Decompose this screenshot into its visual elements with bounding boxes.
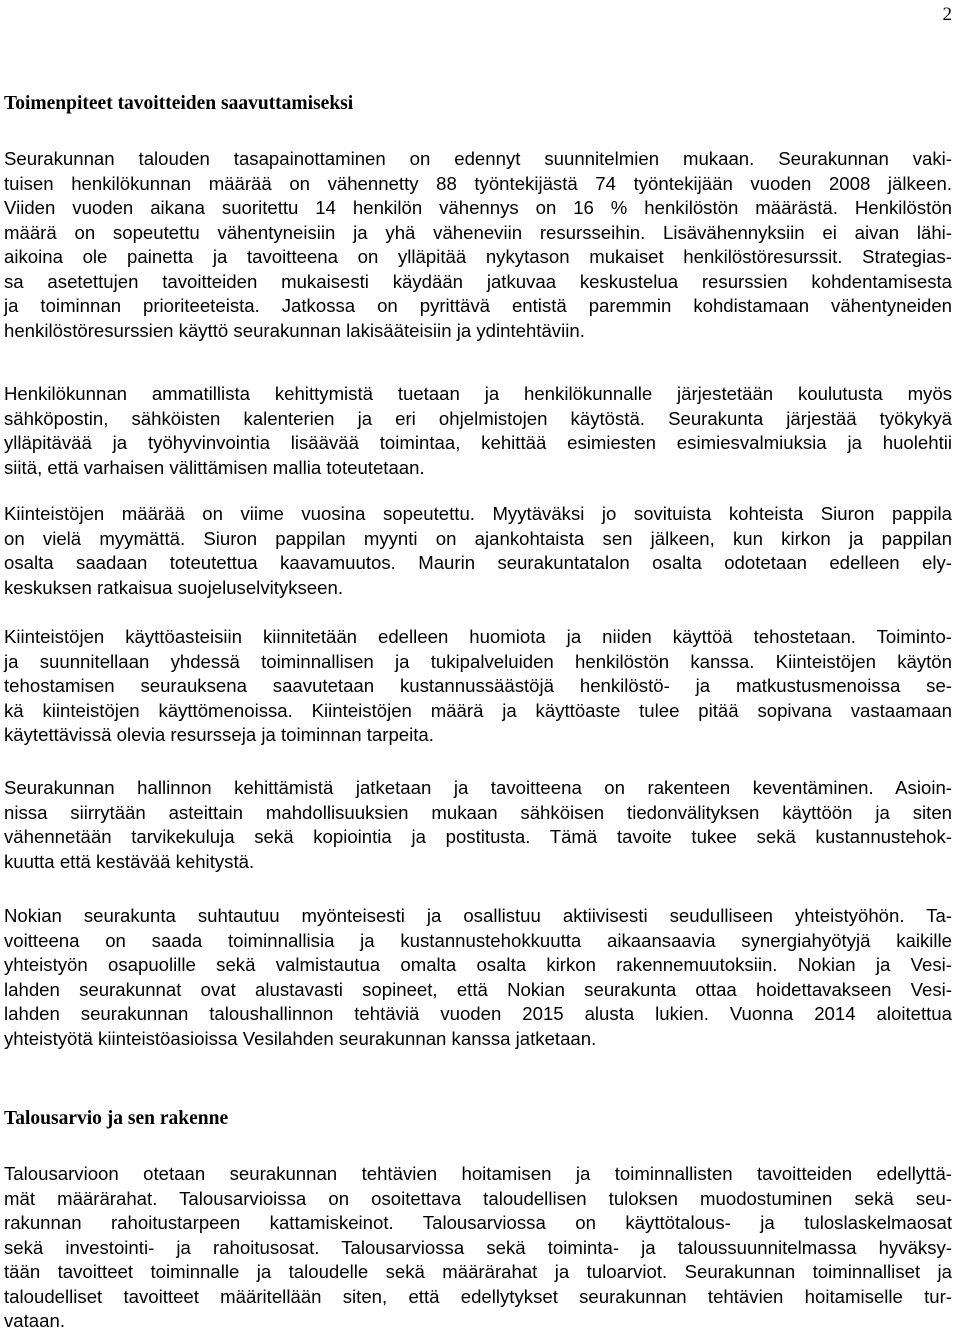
paragraph-line: käytettävissä olevia resursseja ja toiminnan tarpeita. (4, 724, 434, 745)
paragraph-line: Seurakunnan talouden tasapainottaminen on edennyt suunnitelmien mukaan. Seurakunnan vaki- (4, 148, 952, 169)
paragraph-line: rakunnan rahoitustarpeen kattamiskeinot. Talousarviossa on käyttötalous- ja tuloslaskelmaosat (4, 1212, 952, 1233)
paragraph-line: kä kiinteistöjen käyttömenoissa. Kiinteistöjen määrä ja käyttöaste tulee pitää sopivana vastaamaan (4, 699, 952, 721)
paragraph-line: aikoina ole painetta ja tavoitteena on ylläpitää nykytason mukaiset henkilöstöresurssit. Strategias- (4, 246, 952, 267)
paragraph-line: Viiden vuoden aikana suoritettu 14 henkilön vähennys on 16 % henkilöstön määrästä. Henkilöstön (4, 197, 952, 218)
section-heading: Talousarvio ja sen rakenne (4, 1108, 229, 1129)
paragraph-line: ylläpitävää ja työhyvinvointia lisäävää toimintaa, kehittää esimiesten esimiesvalmiuksia ja huolehtii (4, 432, 952, 453)
paragraph-line: tuisen henkilökunnan määrää on vähennetty 88 työntekijästä 74 työntekijään vuoden 2008 jälkeen. (4, 172, 952, 194)
paragraph-line: Seurakunnan hallinnon kehittämistä jatketaan ja tavoitteena on rakenteen keventäminen. Asioin- (4, 777, 952, 798)
page-number: 2 (942, 4, 952, 25)
paragraph-line: nissa siirrytään asteittain mahdollisuuksien mukaan sähköisen tiedonvälityksen käyttöön ja siten (4, 801, 952, 823)
paragraph-line: Nokian seurakunta suhtautuu myönteisesti ja osallistuu aktiivisesti seudulliseen yhteistyöhön. Ta- (4, 905, 952, 926)
paragraph-line: määrä on sopeutettu vähentyneisiin ja yhä väheneviin resursseihin. Lisävähennyksiin ei aivan lähi- (4, 221, 952, 243)
paragraph-line: taloudelliset tavoitteet määritellään siten, että edellytykset seurakunnan tehtävien hoitamiselle tur- (4, 1285, 952, 1307)
paragraph-line: ja toiminnan prioriteeteista. Jatkossa on pyrittävä entistä paremmin kohdistamaan vähentyneiden (4, 295, 952, 316)
paragraph-line: on vielä myymättä. Siuron pappilan myynti on ajankohtaista sen jälkeen, kun kirkon ja pappilan (4, 527, 952, 549)
paragraph-line: lahden seurakunnan taloushallinnon tehtäviä vuoden 2015 alusta lukien. Vuonna 2014 aloitettua (4, 1003, 952, 1024)
section-heading: Toimenpiteet tavoitteiden saavuttamiseksi (4, 93, 354, 114)
paragraph-line: yhteistyön osapuolille sekä valmistautua omalta osalta kirkon rakennemuutoksiin. Nokian ja Vesi- (4, 954, 952, 975)
paragraph-line: vataan. (4, 1310, 65, 1331)
paragraph-line: Henkilökunnan ammatillista kehittymistä tuetaan ja henkilökunnalle järjestetään koulutusta myös (4, 383, 952, 404)
paragraph-line: vähennetään tarvikekuluja sekä kopiointia ja postitusta. Tämä tavoite tukee sekä kustannustehok- (4, 826, 952, 847)
paragraph-line: ja suunnitellaan yhdessä toiminnallisen ja tukipalveluiden henkilöstön kanssa. Kiinteistöjen käytön (4, 650, 952, 672)
paragraph-line: yhteistyötä kiinteistöasioissa Vesilahden seurakunnan kanssa jatketaan. (4, 1027, 597, 1049)
paragraph-line: siitä, että varhaisen välittämisen mallia toteutetaan. (4, 456, 425, 478)
paragraph-line: sekä investointi- ja rahoitusosat. Talousarviossa sekä toiminta- ja taloussuunnitelmassa hyväksy- (4, 1236, 952, 1258)
paragraph-line: lahden seurakunnat ovat alustavasti sopineet, että Nokian seurakunta ottaa hoidettavakseen Vesi- (4, 978, 952, 1000)
paragraph-line: tehostamisen seurauksena saavutetaan kustannussäästöjä henkilöstö- ja matkustusmenoissa se- (4, 675, 952, 696)
paragraph-line: osalta saadaan toteutettua kaavamuutos. Maurin seurakuntatalon osalta odotetaan edelleen ely- (4, 552, 952, 573)
paragraph-line: Talousarvioon otetaan seurakunnan tehtävien hoitamisen ja toiminnallisten tavoitteiden edellyttä- (4, 1163, 952, 1184)
paragraph-line: kuutta että kestävää kehitystä. (4, 850, 255, 872)
paragraph-line: keskuksen ratkaisua suojeluselvitykseen. (4, 576, 343, 598)
paragraph-line: Kiinteistöjen käyttöasteisiin kiinnitetään edelleen huomiota ja niiden käyttöä tehostetaan. Toiminto- (4, 626, 952, 647)
paragraph-line: sa asetettujen tavoitteiden mukaisesti käydään jatkuvaa keskustelua resurssien kohdentamisesta (4, 270, 952, 292)
paragraph-line: tään tavoitteet toiminnalle ja taloudelle sekä määrärahat ja tuloarviot. Seurakunnan toiminnalliset ja (4, 1261, 952, 1282)
paragraph-line: voitteena on saada toiminnallisia ja kustannustehokkuutta aikaansaavia synergiahyötyjä kaikille (4, 929, 952, 951)
paragraph-line: Kiinteistöjen määrää on viime vuosina sopeutettu. Myytäväksi jo sovituista kohteista Siuron pappila (4, 503, 952, 524)
paragraph-line: mät määrärahat. Talousarvioissa on osoitettava taloudellisen tuloksen muodostuminen sekä seu- (4, 1187, 952, 1209)
paragraph-line: henkilöstöresurssien käyttö seurakunnan lakisääteisiin ja ydintehtäviin. (4, 319, 585, 341)
paragraph-line: sähköpostin, sähköisten kalenterien ja eri ohjelmistojen käytöstä. Seurakunta järjestää työkykyä (4, 407, 952, 429)
